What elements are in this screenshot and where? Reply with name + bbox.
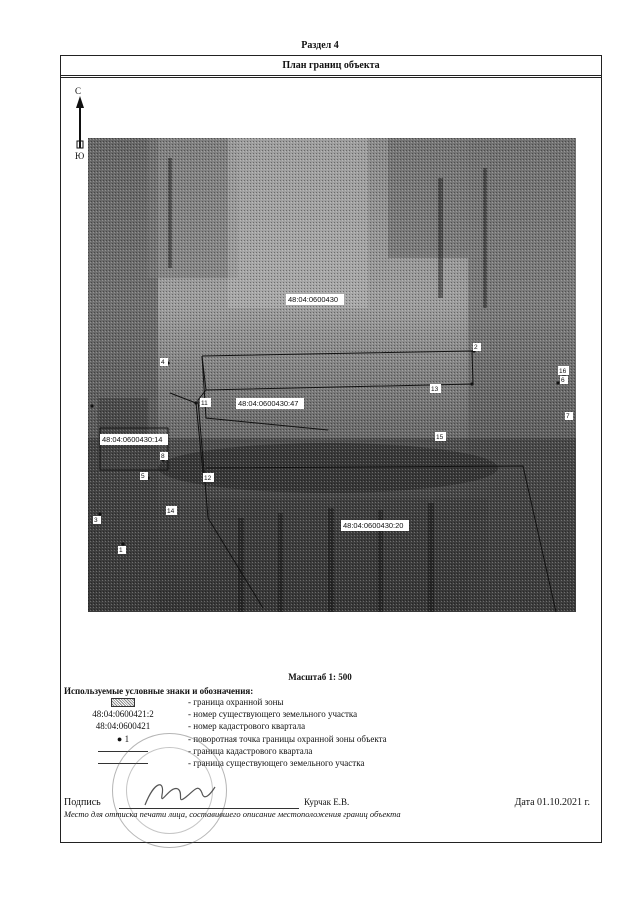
aerial-map: [88, 138, 576, 612]
signature-label: Подпись: [64, 797, 101, 808]
south-label: Ю: [75, 151, 85, 161]
point-marker: [435, 432, 446, 441]
plan-title: План границ объекта: [282, 60, 380, 71]
turning-point-symbol: ● 1: [116, 734, 130, 744]
section-title: Раздел 4: [301, 40, 339, 51]
point-marker: [203, 473, 214, 482]
point-marker: [90, 404, 93, 407]
header-divider: [60, 75, 602, 76]
map-image: [88, 138, 576, 612]
svg-text:1: 1: [119, 547, 123, 554]
north-arrow: [73, 86, 87, 166]
svg-text:5: 5: [141, 473, 145, 480]
svg-text:7: 7: [566, 413, 570, 420]
svg-text:4: 4: [161, 359, 165, 366]
legend-title: Используемые условные знаки и обозначения:: [64, 686, 254, 696]
point-marker: [558, 366, 569, 376]
north-label: С: [75, 86, 82, 96]
parcel-label: 48:04:0600430: [288, 295, 339, 304]
parcel-label: 48:04:0600430:47: [238, 399, 299, 408]
signature-date: Дата 01.10.2021 г.: [514, 797, 590, 808]
svg-text:16: 16: [559, 368, 567, 375]
point-marker: [166, 506, 177, 515]
header-divider-double: [60, 77, 602, 78]
stamp-note: Место для оттиска печати лица, составившего описание местоположения границ объекта: [64, 809, 401, 819]
hatched-rectangle-icon: [64, 697, 182, 707]
svg-text:15: 15: [436, 434, 444, 441]
svg-text:11: 11: [201, 400, 208, 407]
parcel-label: 48:04:0600430:14: [102, 435, 163, 444]
svg-text:8: 8: [161, 453, 165, 460]
svg-text:13: 13: [431, 386, 439, 393]
svg-text:3: 3: [94, 517, 98, 524]
north-arrow-icon: [73, 96, 87, 151]
signer-name: Курчак Е.В.: [304, 797, 350, 807]
svg-text:12: 12: [204, 475, 212, 482]
point-marker: [565, 412, 573, 420]
svg-text:6: 6: [561, 377, 565, 384]
map-scale: Масштаб 1: 500: [288, 672, 352, 682]
svg-text:2: 2: [474, 344, 478, 351]
parcel-label: 48:04:0600430:20: [343, 521, 404, 530]
svg-text:14: 14: [167, 508, 175, 515]
